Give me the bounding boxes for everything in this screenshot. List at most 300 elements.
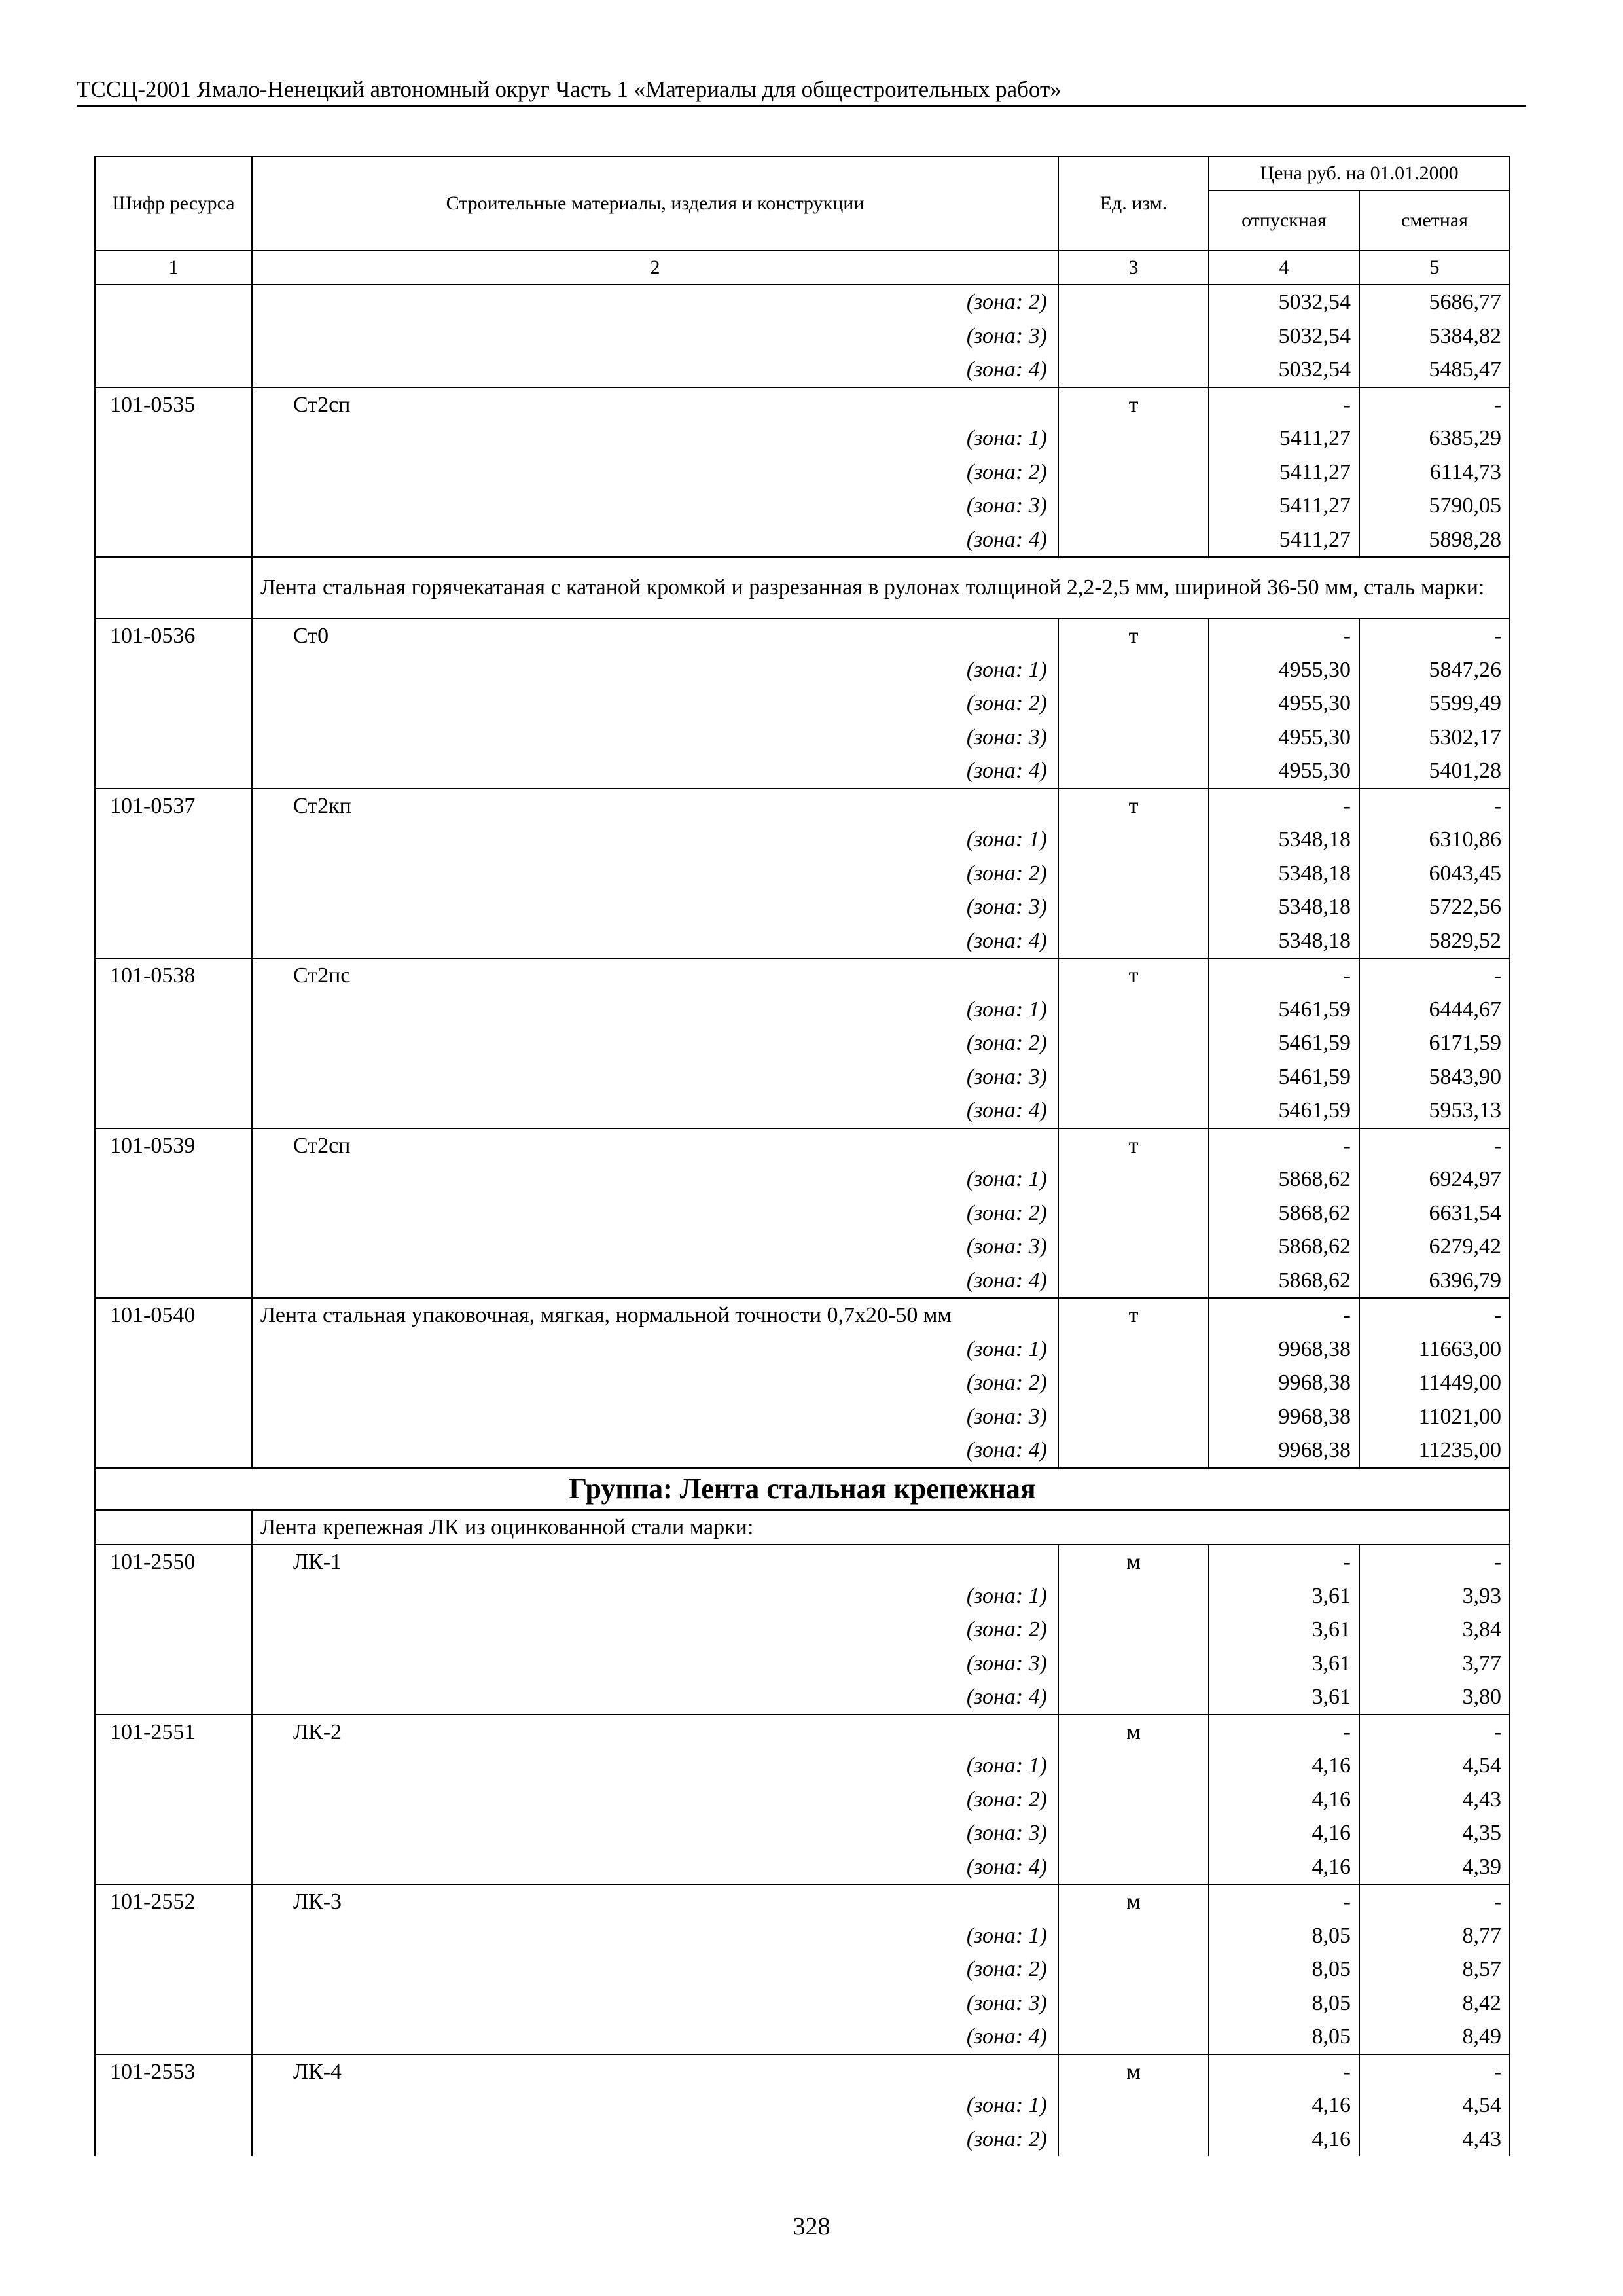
cell-code <box>95 2020 252 2054</box>
cell-unit: т <box>1058 1298 1209 1333</box>
cell-name: Лента стальная упаковочная, мягкая, нормальной точности 0,7х20-50 мм <box>252 1298 1058 1333</box>
cell-code <box>95 857 252 891</box>
cell-zone: (зона: 3) <box>252 1060 1058 1094</box>
table-row <box>95 1162 1510 1196</box>
cell-estimate-price: 8,42 <box>1359 1986 1510 2020</box>
table-row <box>95 687 1510 721</box>
cell-estimate-price: - <box>1359 1128 1510 1163</box>
table-row <box>95 1400 1510 1434</box>
cell-zone: (зона: 4) <box>252 924 1058 959</box>
cell-zone: (зона: 4) <box>252 1264 1058 1299</box>
table-body <box>95 285 1510 2156</box>
table-row <box>95 1366 1510 1400</box>
cell-release-price: 5868,62 <box>1209 1162 1359 1196</box>
cell-unit <box>1058 489 1209 523</box>
cell-release-price: 3,61 <box>1209 1647 1359 1681</box>
cell-unit <box>1058 823 1209 857</box>
cell-unit <box>1058 1850 1209 1885</box>
cell-zone: (зона: 4) <box>252 1094 1058 1128</box>
cell-unit <box>1058 2020 1209 2054</box>
cell-code <box>95 1952 252 1986</box>
cell-estimate-price: 6396,79 <box>1359 1264 1510 1299</box>
cell-zone: (зона: 3) <box>252 890 1058 924</box>
cell-estimate-price: - <box>1359 1884 1510 1919</box>
table-row <box>95 1749 1510 1783</box>
cell-code <box>95 687 252 721</box>
cell-zone: (зона: 3) <box>252 489 1058 523</box>
cell-unit <box>1058 1230 1209 1264</box>
table-row <box>95 387 1510 422</box>
cell-release-price: 5411,27 <box>1209 523 1359 558</box>
cell-estimate-price: 5384,82 <box>1359 319 1510 353</box>
cell-code: 101-0538 <box>95 958 252 993</box>
cell-code <box>95 993 252 1027</box>
cell-zone: (зона: 2) <box>252 1196 1058 1230</box>
cell-estimate-price: 11235,00 <box>1359 1433 1510 1468</box>
cell-code <box>95 653 252 687</box>
cell-release-price: 4955,30 <box>1209 721 1359 755</box>
table-row <box>95 1647 1510 1681</box>
cell-estimate-price: 4,54 <box>1359 2089 1510 2123</box>
cell-release-price: - <box>1209 1545 1359 1579</box>
cell-name: ЛК-2 <box>252 1715 1058 1749</box>
cell-code <box>95 1510 252 1545</box>
cell-unit <box>1058 1400 1209 1434</box>
cell-code <box>95 823 252 857</box>
header-num-5: 5 <box>1359 251 1510 285</box>
cell-estimate-price: 6385,29 <box>1359 422 1510 456</box>
cell-release-price: 4955,30 <box>1209 687 1359 721</box>
cell-estimate-price: 11449,00 <box>1359 1366 1510 1400</box>
cell-release-price: 5461,59 <box>1209 1026 1359 1060</box>
table-row <box>95 285 1510 319</box>
header-num-3: 3 <box>1058 251 1209 285</box>
cell-release-price: 5868,62 <box>1209 1196 1359 1230</box>
table-row <box>95 1510 1510 1545</box>
cell-estimate-price: 8,49 <box>1359 2020 1510 2054</box>
cell-code <box>95 1094 252 1128</box>
cell-name: Ст2пс <box>252 958 1058 993</box>
cell-zone: (зона: 2) <box>252 687 1058 721</box>
table-row <box>95 1986 1510 2020</box>
cell-zone: (зона: 3) <box>252 319 1058 353</box>
cell-release-price: 4955,30 <box>1209 754 1359 789</box>
cell-unit <box>1058 319 1209 353</box>
cell-unit <box>1058 1060 1209 1094</box>
cell-zone: (зона: 2) <box>252 857 1058 891</box>
table-row <box>95 823 1510 857</box>
cell-estimate-price: 5790,05 <box>1359 489 1510 523</box>
cell-code: 101-0536 <box>95 619 252 653</box>
cell-unit <box>1058 1816 1209 1850</box>
cell-release-price: 8,05 <box>1209 1986 1359 2020</box>
cell-release-price: 5411,27 <box>1209 456 1359 490</box>
table-row <box>95 924 1510 959</box>
cell-unit <box>1058 1647 1209 1681</box>
header-num-1: 1 <box>95 251 252 285</box>
cell-zone: (зона: 1) <box>252 1162 1058 1196</box>
cell-estimate-price: 4,35 <box>1359 1816 1510 1850</box>
cell-estimate-price: 3,84 <box>1359 1613 1510 1647</box>
table-row <box>95 653 1510 687</box>
table-row <box>95 1230 1510 1264</box>
cell-zone: (зона: 1) <box>252 2089 1058 2123</box>
cell-zone: (зона: 1) <box>252 422 1058 456</box>
cell-release-price: 5461,59 <box>1209 1060 1359 1094</box>
cell-release-price: 5032,54 <box>1209 319 1359 353</box>
cell-estimate-price: 5599,49 <box>1359 687 1510 721</box>
cell-estimate-price: 6043,45 <box>1359 857 1510 891</box>
cell-unit: т <box>1058 387 1209 422</box>
cell-estimate-price: 6631,54 <box>1359 1196 1510 1230</box>
cell-estimate-price: 8,77 <box>1359 1919 1510 1953</box>
header-price: Цена руб. на 01.01.2000 <box>1209 156 1510 190</box>
cell-unit: м <box>1058 1884 1209 1919</box>
cell-code <box>95 1333 252 1367</box>
cell-release-price: - <box>1209 958 1359 993</box>
cell-release-price: 4,16 <box>1209 1749 1359 1783</box>
cell-code <box>95 890 252 924</box>
cell-unit <box>1058 1579 1209 1613</box>
table-row <box>95 1060 1510 1094</box>
header-rule <box>77 105 1526 107</box>
cell-estimate-price: 6310,86 <box>1359 823 1510 857</box>
cell-code <box>95 456 252 490</box>
cell-code <box>95 754 252 789</box>
header-num-2: 2 <box>252 251 1058 285</box>
cell-code <box>95 319 252 353</box>
table-row <box>95 422 1510 456</box>
cell-release-price: 5348,18 <box>1209 890 1359 924</box>
cell-code <box>95 721 252 755</box>
cell-zone: (зона: 3) <box>252 721 1058 755</box>
cell-unit <box>1058 1749 1209 1783</box>
cell-code <box>95 1680 252 1715</box>
cell-unit <box>1058 523 1209 558</box>
cell-release-price: 3,61 <box>1209 1579 1359 1613</box>
cell-code <box>95 1264 252 1299</box>
cell-code <box>95 285 252 319</box>
cell-code <box>95 1196 252 1230</box>
table-row <box>95 1298 1510 1333</box>
cell-unit <box>1058 1196 1209 1230</box>
cell-zone: (зона: 4) <box>252 1680 1058 1715</box>
cell-zone: (зона: 1) <box>252 1579 1058 1613</box>
group-heading: Группа: Лента стальная крепежная <box>95 1468 1510 1510</box>
cell-zone: (зона: 2) <box>252 1783 1058 1817</box>
cell-code <box>95 1816 252 1850</box>
cell-unit <box>1058 1783 1209 1817</box>
cell-estimate-price: 3,80 <box>1359 1680 1510 1715</box>
cell-name: Ст0 <box>252 619 1058 653</box>
table-row <box>95 1545 1510 1579</box>
table-row <box>95 1094 1510 1128</box>
cell-unit <box>1058 1162 1209 1196</box>
cell-zone: (зона: 2) <box>252 1613 1058 1647</box>
cell-zone: (зона: 2) <box>252 285 1058 319</box>
cell-code <box>95 489 252 523</box>
cell-estimate-price: 4,43 <box>1359 2123 1510 2157</box>
cell-release-price: 4955,30 <box>1209 653 1359 687</box>
cell-zone: (зона: 2) <box>252 1026 1058 1060</box>
cell-estimate-price: 5829,52 <box>1359 924 1510 959</box>
cell-unit <box>1058 653 1209 687</box>
cell-unit <box>1058 422 1209 456</box>
cell-release-price: 5348,18 <box>1209 924 1359 959</box>
cell-unit <box>1058 353 1209 387</box>
cell-unit: т <box>1058 789 1209 823</box>
cell-code <box>95 1647 252 1681</box>
table-row <box>95 1613 1510 1647</box>
cell-release-price: 5411,27 <box>1209 489 1359 523</box>
cell-zone: (зона: 4) <box>252 754 1058 789</box>
table-row <box>95 1919 1510 1953</box>
cell-name: Ст2сп <box>252 387 1058 422</box>
cell-release-price: 3,61 <box>1209 1680 1359 1715</box>
cell-zone: (зона: 1) <box>252 1919 1058 1953</box>
cell-name: ЛК-1 <box>252 1545 1058 1579</box>
cell-zone: (зона: 1) <box>252 1333 1058 1367</box>
cell-zone: (зона: 4) <box>252 353 1058 387</box>
table-row <box>95 1783 1510 1817</box>
cell-code <box>95 1400 252 1434</box>
cell-code: 101-0539 <box>95 1128 252 1163</box>
cell-release-price: 4,16 <box>1209 2089 1359 2123</box>
cell-code <box>95 1162 252 1196</box>
cell-unit <box>1058 1613 1209 1647</box>
table-row <box>95 619 1510 653</box>
cell-code <box>95 1783 252 1817</box>
cell-unit: м <box>1058 2054 1209 2089</box>
cell-code <box>95 557 252 619</box>
cell-release-price: - <box>1209 1128 1359 1163</box>
cell-release-price: 5348,18 <box>1209 823 1359 857</box>
cell-unit <box>1058 1952 1209 1986</box>
cell-code <box>95 1613 252 1647</box>
cell-zone: (зона: 1) <box>252 1749 1058 1783</box>
cell-estimate-price: 4,39 <box>1359 1850 1510 1885</box>
cell-estimate-price: 6279,42 <box>1359 1230 1510 1264</box>
cell-code <box>95 422 252 456</box>
cell-release-price: - <box>1209 789 1359 823</box>
header-code: Шифр ресурса <box>95 156 252 251</box>
table-row <box>95 2089 1510 2123</box>
cell-code <box>95 1579 252 1613</box>
cell-estimate-price: - <box>1359 387 1510 422</box>
table-row <box>95 857 1510 891</box>
table-row <box>95 754 1510 789</box>
cell-release-price: 5032,54 <box>1209 353 1359 387</box>
cell-estimate-price: 4,43 <box>1359 1783 1510 1817</box>
cell-estimate-price: 11021,00 <box>1359 1400 1510 1434</box>
cell-release-price: 9968,38 <box>1209 1333 1359 1367</box>
cell-release-price: - <box>1209 1298 1359 1333</box>
cell-name: ЛК-4 <box>252 2054 1058 2089</box>
cell-unit <box>1058 1094 1209 1128</box>
table-row <box>95 1128 1510 1163</box>
cell-estimate-price: 5686,77 <box>1359 285 1510 319</box>
cell-code <box>95 1986 252 2020</box>
cell-zone: (зона: 4) <box>252 2020 1058 2054</box>
cell-estimate-price: 3,77 <box>1359 1647 1510 1681</box>
price-table <box>94 156 1510 2156</box>
table-row <box>95 1816 1510 1850</box>
cell-release-price: 9968,38 <box>1209 1400 1359 1434</box>
cell-estimate-price: - <box>1359 619 1510 653</box>
table-row <box>95 2020 1510 2054</box>
cell-release-price: 4,16 <box>1209 1850 1359 1885</box>
cell-code <box>95 1230 252 1264</box>
cell-unit <box>1058 1986 1209 2020</box>
cell-estimate-price: 4,54 <box>1359 1749 1510 1783</box>
table-row <box>95 2123 1510 2157</box>
header-name: Строительные материалы, изделия и конструкции <box>252 156 1058 251</box>
cell-release-price: - <box>1209 1884 1359 1919</box>
cell-estimate-price: - <box>1359 789 1510 823</box>
cell-zone: (зона: 3) <box>252 1647 1058 1681</box>
cell-estimate-price: - <box>1359 1715 1510 1749</box>
document-header: ТССЦ-2001 Ямало-Ненецкий автономный округ Часть 1 «Материалы для общестроительных работ» <box>77 77 1061 102</box>
cell-code <box>95 1366 252 1400</box>
cell-estimate-price: 3,93 <box>1359 1579 1510 1613</box>
cell-zone: (зона: 2) <box>252 1952 1058 1986</box>
cell-unit: т <box>1058 619 1209 653</box>
cell-estimate-price: 5485,47 <box>1359 353 1510 387</box>
cell-release-price: 4,16 <box>1209 1783 1359 1817</box>
table-row <box>95 1952 1510 1986</box>
cell-release-price: 8,05 <box>1209 1919 1359 1953</box>
cell-unit <box>1058 456 1209 490</box>
cell-release-price: - <box>1209 2054 1359 2089</box>
cell-unit <box>1058 1680 1209 1715</box>
cell-code <box>95 523 252 558</box>
cell-zone: (зона: 3) <box>252 1230 1058 1264</box>
cell-name: Ст2кп <box>252 789 1058 823</box>
cell-release-price: 9968,38 <box>1209 1433 1359 1468</box>
cell-unit <box>1058 754 1209 789</box>
cell-release-price: - <box>1209 1715 1359 1749</box>
cell-release-price: 8,05 <box>1209 1952 1359 1986</box>
table-row <box>95 890 1510 924</box>
cell-release-price: 5868,62 <box>1209 1264 1359 1299</box>
header-release-price: отпускная <box>1209 190 1359 251</box>
header-num-4: 4 <box>1209 251 1359 285</box>
cell-estimate-price: 11663,00 <box>1359 1333 1510 1367</box>
table-row <box>95 489 1510 523</box>
cell-release-price: - <box>1209 387 1359 422</box>
cell-estimate-price: 5401,28 <box>1359 754 1510 789</box>
cell-estimate-price: - <box>1359 1545 1510 1579</box>
cell-code <box>95 1749 252 1783</box>
cell-code <box>95 2089 252 2123</box>
cell-code <box>95 924 252 959</box>
cell-zone: (зона: 2) <box>252 1366 1058 1400</box>
cell-estimate-price: - <box>1359 958 1510 993</box>
table-row <box>95 1433 1510 1468</box>
table-row <box>95 1680 1510 1715</box>
cell-estimate-price: 5953,13 <box>1359 1094 1510 1128</box>
cell-unit: т <box>1058 958 1209 993</box>
cell-estimate-price: 6114,73 <box>1359 456 1510 490</box>
table-row <box>95 1884 1510 1919</box>
cell-release-price: 5868,62 <box>1209 1230 1359 1264</box>
cell-code: 101-0537 <box>95 789 252 823</box>
cell-unit <box>1058 687 1209 721</box>
cell-zone: (зона: 1) <box>252 993 1058 1027</box>
cell-estimate-price: 5302,17 <box>1359 721 1510 755</box>
table-row <box>95 789 1510 823</box>
cell-zone: (зона: 3) <box>252 1986 1058 2020</box>
cell-estimate-price: 5898,28 <box>1359 523 1510 558</box>
cell-unit <box>1058 857 1209 891</box>
table-row <box>95 1579 1510 1613</box>
cell-zone: (зона: 1) <box>252 653 1058 687</box>
cell-code <box>95 2123 252 2157</box>
cell-unit <box>1058 924 1209 959</box>
cell-release-price: 8,05 <box>1209 2020 1359 2054</box>
cell-release-price: 5348,18 <box>1209 857 1359 891</box>
cell-code <box>95 1060 252 1094</box>
cell-estimate-price: 5843,90 <box>1359 1060 1510 1094</box>
page-number: 328 <box>793 2213 830 2240</box>
cell-zone: (зона: 2) <box>252 2123 1058 2157</box>
cell-unit: м <box>1058 1715 1209 1749</box>
cell-release-price: 5461,59 <box>1209 993 1359 1027</box>
table-row <box>95 353 1510 387</box>
cell-estimate-price: 5847,26 <box>1359 653 1510 687</box>
table-row <box>95 1264 1510 1299</box>
table-row <box>95 1196 1510 1230</box>
table-row <box>95 557 1510 619</box>
cell-code <box>95 353 252 387</box>
cell-release-price: 4,16 <box>1209 2123 1359 2157</box>
table-row <box>95 1026 1510 1060</box>
cell-description: Лента стальная горячекатаная с катаной кромкой и разрезанная в рулонах толщиной 2,2-2,5 мм, шириной 36-50 мм, сталь марки: <box>252 557 1510 619</box>
cell-unit <box>1058 1026 1209 1060</box>
table-row <box>95 523 1510 558</box>
cell-release-price: - <box>1209 619 1359 653</box>
cell-estimate-price: 6171,59 <box>1359 1026 1510 1060</box>
cell-code: 101-2551 <box>95 1715 252 1749</box>
cell-code: 101-0540 <box>95 1298 252 1333</box>
cell-code: 101-2550 <box>95 1545 252 1579</box>
cell-code: 101-0535 <box>95 387 252 422</box>
cell-unit <box>1058 1264 1209 1299</box>
cell-estimate-price: - <box>1359 1298 1510 1333</box>
table-row <box>95 456 1510 490</box>
cell-zone: (зона: 3) <box>252 1400 1058 1434</box>
cell-code <box>95 1919 252 1953</box>
table-row <box>95 1333 1510 1367</box>
cell-description: Лента крепежная ЛК из оцинкованной стали марки: <box>252 1510 1510 1545</box>
table-row <box>95 958 1510 993</box>
table-row <box>95 1468 1510 1510</box>
cell-unit <box>1058 890 1209 924</box>
cell-release-price: 4,16 <box>1209 1816 1359 1850</box>
header-estimate-price: сметная <box>1359 190 1510 251</box>
cell-estimate-price: 8,57 <box>1359 1952 1510 1986</box>
cell-estimate-price: 6444,67 <box>1359 993 1510 1027</box>
cell-unit <box>1058 993 1209 1027</box>
table-row <box>95 993 1510 1027</box>
cell-zone: (зона: 2) <box>252 456 1058 490</box>
table-row <box>95 721 1510 755</box>
table-row <box>95 1850 1510 1885</box>
cell-unit <box>1058 721 1209 755</box>
cell-code <box>95 1850 252 1885</box>
header-unit: Ед. изм. <box>1058 156 1209 251</box>
cell-unit <box>1058 2123 1209 2157</box>
